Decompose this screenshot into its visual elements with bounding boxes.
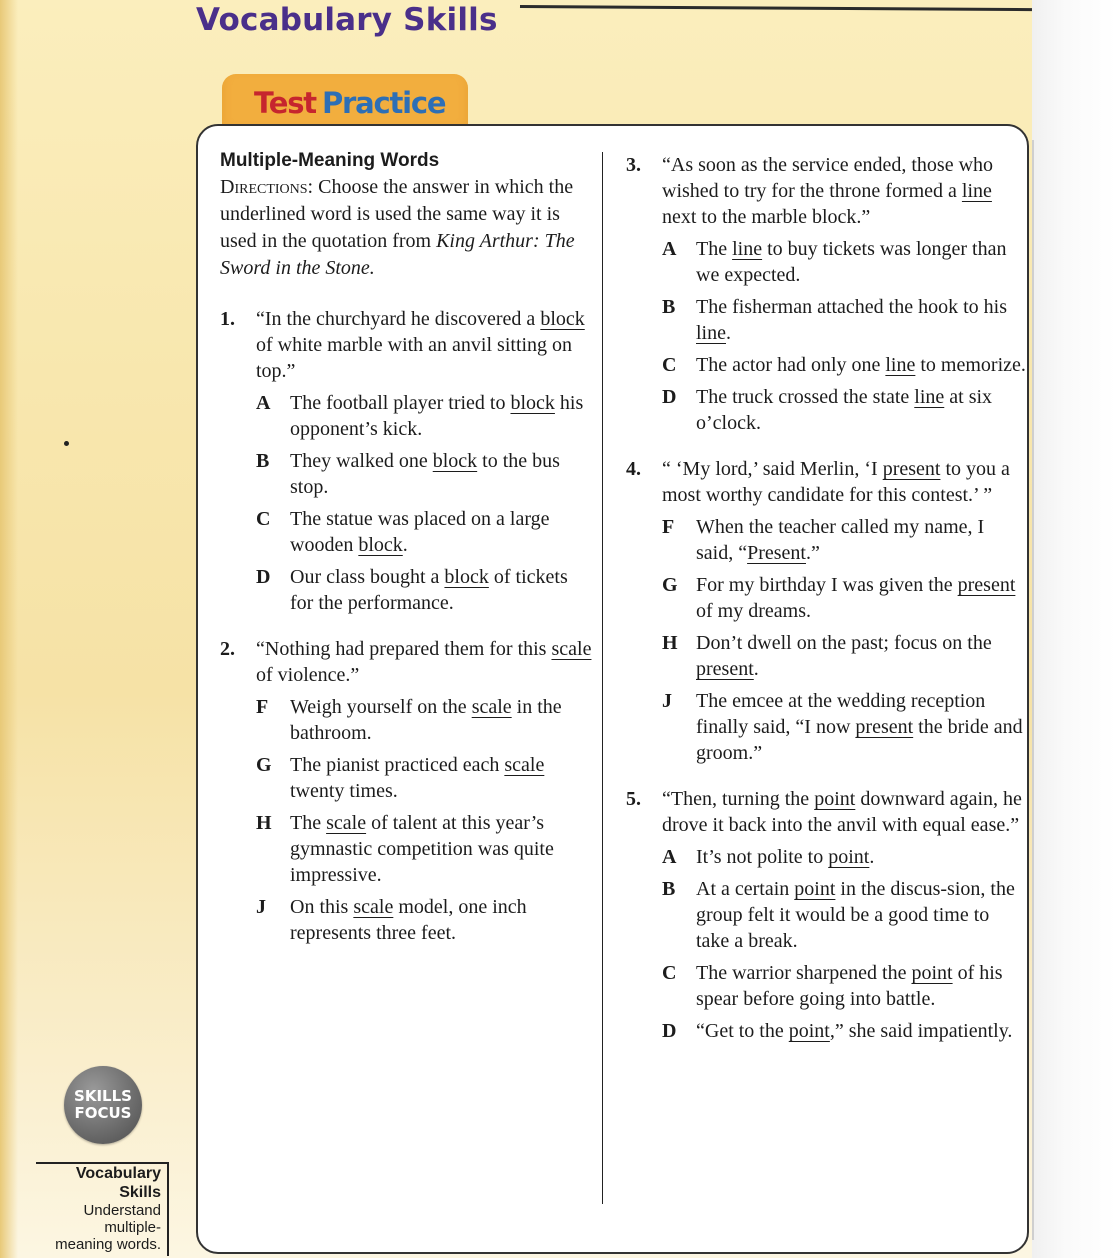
skills-focus-box [36, 1162, 169, 1256]
stem-text: next to the marble block.” [662, 206, 871, 228]
answer-option-c[interactable] [662, 960, 1026, 1012]
option-text: The football player tried to [290, 392, 511, 414]
stem-text: downward again, he drove it back into the anvil with equal ease.” [662, 788, 1022, 836]
directions-label: Directions: [220, 176, 314, 198]
skills-desc-2: multiple- [104, 1219, 161, 1236]
answer-option-f[interactable] [256, 694, 592, 746]
badge-line-2: FOCUS [74, 1104, 132, 1122]
option-target-word: Present [747, 542, 806, 564]
option-target-word: scale [471, 696, 512, 718]
option-target-word: line [696, 322, 726, 344]
option-target-word: block [358, 534, 403, 556]
option-letter: A [662, 846, 677, 868]
stem-text: to you a most worthy candidate for this contest.’ ” [662, 458, 1010, 506]
option-target-word: scale [504, 754, 545, 776]
option-target-word: scale [353, 896, 394, 918]
question-number: 1. [220, 308, 235, 330]
option-text: The pianist practiced each [290, 754, 505, 776]
test-practice-panel [196, 124, 1029, 1254]
option-text: the bride and groom.” [696, 716, 1023, 764]
option-text: of his spear before going into battle. [696, 962, 1003, 1010]
option-text: his opponent’s kick. [290, 392, 584, 440]
question-stem [256, 306, 592, 384]
option-target-word: block [510, 392, 555, 414]
answer-option-h[interactable] [256, 810, 592, 888]
answer-option-d[interactable] [256, 564, 592, 616]
answer-option-f[interactable] [662, 514, 1026, 566]
option-text: . [402, 534, 408, 556]
answer-option-j[interactable] [256, 894, 592, 946]
option-target-word: point [794, 878, 836, 900]
option-text: The emcee at the wedding reception finally said, “I now [696, 690, 986, 738]
answer-option-a[interactable] [662, 844, 1026, 870]
option-text: . [753, 658, 759, 680]
option-letter: A [662, 238, 677, 260]
option-target-word: line [732, 238, 763, 260]
option-text: ,” she said impatiently. [829, 1020, 1013, 1042]
question-number: 3. [626, 154, 641, 176]
directions-source-title: King Arthur: The Sword in the Stone. [220, 230, 575, 279]
option-letter: G [256, 754, 272, 776]
option-text: . [726, 322, 731, 344]
option-letter: H [662, 632, 678, 654]
adjacent-page-edge [1032, 0, 1116, 1258]
skills-title-1: Vocabulary [75, 1165, 161, 1182]
directions-text: Choose the answer in which the underlined word is used the same way it is used in the quotation from [220, 176, 574, 252]
option-letter: C [662, 962, 677, 984]
option-text: The warrior sharpened the [696, 962, 912, 984]
option-target-word: point [911, 962, 953, 984]
tab-word-test: Test [254, 86, 316, 120]
option-letter: J [256, 896, 266, 918]
stem-text: “As soon as the service ended, those who wished to try for the throne formed a [662, 154, 994, 202]
option-text: of talent at this year’s gymnastic competition was quite impressive. [290, 812, 554, 886]
option-text: to memorize. [915, 354, 1026, 376]
stem-text: “In the churchyard he discovered a [256, 308, 541, 330]
stem-text: of white marble with an anvil sitting on top.” [256, 334, 573, 382]
option-text: of tickets for the performance. [290, 566, 568, 614]
question-3 [626, 152, 1026, 436]
answer-option-h[interactable] [662, 630, 1026, 682]
page-mark-dot [64, 441, 69, 446]
option-letter: D [256, 566, 271, 588]
skills-focus-badge [64, 1066, 142, 1144]
stem-text: “ ‘My lord,’ said Merlin, ‘I [662, 458, 883, 480]
answer-option-g[interactable] [662, 572, 1026, 624]
question-stem [256, 636, 592, 688]
skills-desc-3: meaning words. [55, 1236, 161, 1253]
column-divider [602, 152, 603, 1204]
answer-option-j[interactable] [662, 688, 1026, 766]
answer-option-c[interactable] [256, 506, 592, 558]
option-letter: F [662, 516, 675, 538]
question-4 [626, 456, 1026, 766]
option-target-word: line [914, 386, 945, 408]
option-text: The actor had only one [696, 354, 886, 376]
answer-option-b[interactable] [662, 876, 1026, 954]
option-text: to the bus stop. [290, 450, 560, 498]
option-target-word: block [432, 450, 478, 472]
answer-option-g[interactable] [256, 752, 592, 804]
option-letter: F [256, 696, 269, 718]
option-target-word: point [788, 1020, 830, 1042]
option-target-word: present [855, 716, 914, 738]
option-letter: B [256, 450, 270, 472]
option-text: . [869, 846, 875, 868]
section-title: Vocabulary Skills [196, 2, 498, 38]
option-text: “Get to the [696, 1020, 789, 1042]
option-text: at six o’clock. [696, 386, 993, 434]
option-letter: G [662, 574, 678, 596]
question-1 [220, 306, 592, 616]
answer-option-b[interactable] [662, 294, 1026, 346]
question-number: 2. [220, 638, 235, 660]
option-text: The statue was placed on a large wooden [290, 508, 550, 556]
option-text: At a certain [696, 878, 795, 900]
option-text: On this [290, 896, 354, 918]
left-column [220, 148, 592, 966]
option-target-word: present [957, 574, 1016, 596]
option-letter: D [662, 386, 677, 408]
option-text: model, one inch represents three feet. [290, 896, 527, 944]
answer-option-c[interactable] [662, 352, 1026, 378]
stem-text: “Nothing had prepared them for this [256, 638, 552, 660]
option-letter: A [256, 392, 271, 414]
option-letter: B [662, 878, 676, 900]
option-target-word: block [444, 566, 489, 588]
section-heading: Multiple-Meaning Words [220, 150, 440, 171]
right-column [626, 152, 1026, 1064]
option-text: to buy tickets was longer than we expected. [696, 238, 1007, 286]
option-letter: D [662, 1020, 677, 1042]
option-text: Weigh yourself on the [290, 696, 472, 718]
header-rule [520, 5, 1032, 11]
answer-option-d[interactable] [662, 1018, 1026, 1044]
option-text: The truck crossed the state [696, 386, 915, 408]
option-text: Don’t dwell on the past; focus on the [696, 632, 992, 654]
target-word: line [961, 180, 992, 202]
target-word: present [882, 458, 941, 480]
answer-option-b[interactable] [256, 448, 592, 500]
option-text: They walked one [290, 450, 433, 472]
skills-title-2: Skills [119, 1184, 161, 1201]
option-target-word: line [885, 354, 916, 376]
question-2 [220, 636, 592, 946]
option-text: The [696, 238, 733, 260]
option-text: Our class bought a [290, 566, 445, 588]
option-text: twenty times. [290, 780, 398, 802]
question-stem [662, 456, 1026, 508]
option-target-word: point [828, 846, 870, 868]
option-text: .” [805, 542, 820, 564]
option-letter: C [662, 354, 677, 376]
stem-text: “Then, turning the [662, 788, 815, 810]
stem-text: of violence.” [256, 664, 360, 686]
directions [220, 174, 592, 282]
answer-option-d[interactable] [662, 384, 1026, 436]
badge-line-1: SKILLS [74, 1087, 132, 1105]
question-number: 4. [626, 458, 641, 480]
option-letter: J [662, 690, 672, 712]
target-word: block [540, 308, 585, 330]
target-word: scale [551, 638, 592, 660]
question-number: 5. [626, 788, 641, 810]
option-text: It’s not polite to [696, 846, 829, 868]
answer-option-a[interactable] [256, 390, 592, 442]
test-practice-label [254, 86, 445, 120]
page-gutter-shadow [0, 0, 18, 1258]
option-target-word: present [696, 658, 754, 680]
answer-option-a[interactable] [662, 236, 1026, 288]
option-target-word: scale [326, 812, 367, 834]
option-text: When the teacher called my name, I said, “ [696, 516, 985, 564]
skills-desc-1: Understand [83, 1202, 161, 1219]
option-letter: C [256, 508, 271, 530]
option-text: in the discus-sion, the group felt it would be a good time to take a break. [696, 878, 1015, 952]
tab-word-practice: Practice [321, 86, 446, 120]
option-letter: B [662, 296, 676, 318]
option-text: The [290, 812, 327, 834]
option-text: The fisherman attached the hook to his [696, 296, 1008, 318]
option-text: in the bathroom. [290, 696, 562, 744]
question-5 [626, 786, 1026, 1044]
option-letter: H [256, 812, 272, 834]
question-stem [662, 786, 1026, 838]
target-word: point [814, 788, 856, 810]
option-text: For my birthday I was given the [696, 574, 958, 596]
question-stem [662, 152, 1026, 230]
option-text: of my dreams. [696, 600, 811, 622]
